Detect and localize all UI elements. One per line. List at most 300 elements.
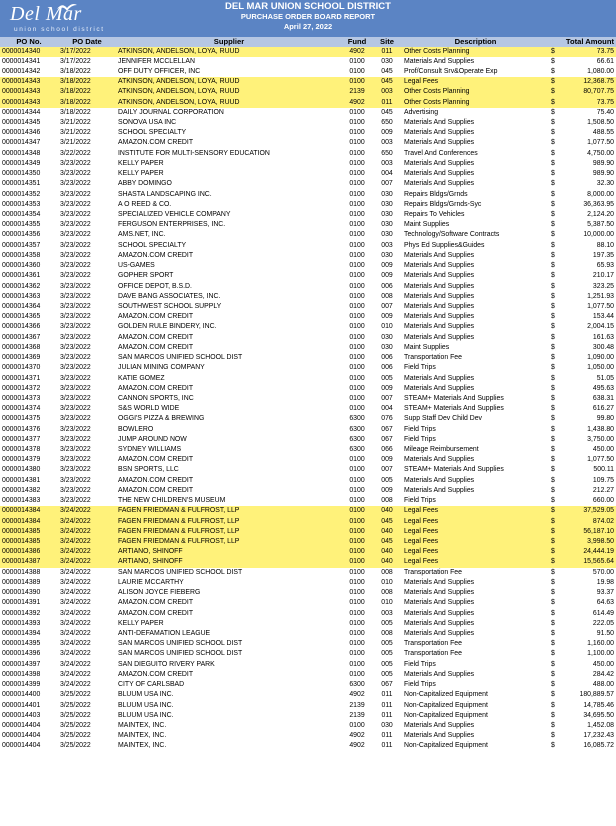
currency-symbol: $ [551,660,555,668]
supplier: GOPHER SPORT [118,272,174,280]
supplier: KATIE GOMEZ [118,374,165,382]
currency-symbol: $ [551,619,555,627]
total-amount [549,476,616,486]
fund: 0100 [349,578,365,586]
amount-value: 222.05 [592,619,614,627]
currency-symbol: $ [551,211,555,218]
po-date: 3/24/2022 [60,650,91,658]
supplier: FAGEN FRIEDMAN & FULFROST, LLP [116,517,342,527]
col-supplier: Supplier [116,37,342,47]
table-row [0,67,616,77]
po-date: 3/23/2022 [60,211,91,218]
po-number: 0000014364 [2,302,41,310]
po-number: 0000014380 [2,466,41,474]
po-date: 3/24/2022 [60,629,91,637]
description: Maint Supplies [404,221,450,229]
total-amount [549,435,616,445]
amount-value: 616.27 [592,405,614,413]
po-date: 3/23/2022 [60,272,91,280]
table-row [0,629,616,639]
site: 003 [372,87,402,97]
site: 005 [381,476,393,484]
fund: 6300 [349,446,365,454]
description: Materials And Supplies [404,282,475,290]
site: 009 [381,272,393,280]
amount-value: 300.48 [592,343,614,351]
table-row [0,588,616,598]
supplier: FERGUSON ENTERPRISES, INC. [118,221,226,229]
fund: 0100 [349,466,365,474]
fund: 0100 [349,364,365,372]
fund: 0100 [349,456,365,464]
po-date: 3/21/2022 [60,139,91,147]
amount-value: 989.90 [592,159,614,167]
po-number: 0000014387 [0,557,58,567]
currency-symbol: $ [551,149,555,157]
fund: 4902 [342,47,372,57]
table-row [0,210,616,220]
description: Materials And Supplies [404,251,475,259]
fund: 2139 [342,87,372,97]
po-number: 0000014367 [2,333,41,341]
total-amount [549,741,616,751]
supplier: AMAZON.COM CREDIT [118,670,194,678]
currency-symbol: $ [551,609,555,617]
table-row [0,741,616,751]
amount-value: 8,000.00 [587,190,614,198]
site: 003 [381,241,393,249]
total-amount [549,353,616,363]
table-row [0,680,616,690]
fund: 0100 [342,557,372,567]
total-amount [549,169,616,179]
supplier: FAGEN FRIEDMAN & FULFROST, LLP [116,527,342,537]
total-amount [549,128,616,138]
table-row [0,465,616,475]
amount-value: 109.75 [592,476,614,484]
po-date: 3/21/2022 [60,129,91,137]
amount-value: 495.63 [592,384,614,392]
site: 007 [381,302,393,310]
po-date: 3/24/2022 [60,589,91,597]
description: Transportation Fee [404,640,462,648]
site: 007 [381,180,393,188]
po-date: 3/23/2022 [60,221,91,229]
currency-symbol: $ [551,578,555,586]
site: 011 [381,742,393,750]
description: Materials And Supplies [404,159,475,167]
po-date: 3/25/2022 [60,701,91,709]
site: 011 [381,711,393,719]
amount-value: 93.37 [596,589,614,597]
total-amount [549,557,616,567]
supplier: ATKINSON, ANDELSON, LOYA, RUUD [116,77,342,87]
currency-symbol: $ [551,425,555,433]
description: Field Trips [404,660,436,668]
total-amount [549,660,616,670]
total-amount [549,486,616,496]
col-po-date: PO Date [58,37,116,47]
description: Materials And Supplies [404,323,475,331]
amount-value: 488.55 [592,129,614,137]
table-row [0,77,616,87]
po-number: 0000014385 [0,527,58,537]
site: 067 [381,425,393,433]
district-name: DEL MAR UNION SCHOOL DISTRICT [225,1,391,12]
supplier: ATKINSON, ANDELSON, LOYA, RUUD [116,87,342,97]
fund: 0100 [349,159,365,167]
amount-value: 660.00 [592,497,614,505]
description: STEAM+ Materials And Supplies [404,405,504,413]
total-amount [549,701,616,711]
supplier: JENNIFER MCCLELLAN [118,57,195,65]
site: 004 [381,170,393,178]
table-row [0,414,616,424]
currency-symbol: $ [551,497,555,505]
fund: 0100 [349,609,365,617]
po-date: 3/23/2022 [60,415,91,423]
supplier: SCHOOL SPECIALTY [118,129,187,137]
description: Materials And Supplies [404,619,475,627]
amount-value: 3,998.50 [587,538,614,545]
amount-value: 197.35 [592,251,614,259]
currency-symbol: $ [551,119,555,127]
report-titles [0,1,616,32]
description: STEAM+ Materials And Supplies [404,394,504,402]
total-amount [549,333,616,343]
po-date: 3/24/2022 [60,578,91,586]
amount-value: 66.61 [596,57,614,65]
total-amount [549,343,616,353]
po-date: 3/18/2022 [58,98,116,108]
description: Transportation Fee [404,568,462,576]
po-date: 3/23/2022 [60,364,91,372]
total-amount [549,609,616,619]
fund: 0100 [349,180,365,188]
site: 045 [372,537,402,547]
currency-symbol: $ [551,78,555,86]
table-row [0,527,616,537]
amount-value: 1,251.93 [587,292,614,300]
description: Non-Capitalized Equipment [404,691,488,699]
po-date: 3/25/2022 [60,732,91,740]
total-amount [549,578,616,588]
currency-symbol: $ [551,640,555,648]
po-number: 0000014393 [2,619,41,627]
table-row [0,190,616,200]
amount-value: 80,707.75 [583,88,614,96]
po-date: 3/24/2022 [60,599,91,607]
total-amount [549,57,616,67]
po-number: 0000014398 [2,670,41,678]
total-amount [549,537,616,547]
po-number: 0000014395 [2,640,41,648]
description: Materials And Supplies [404,599,475,607]
po-number: 0000014354 [2,211,41,218]
supplier: BLUUM USA INC. [118,701,174,709]
po-number: 0000014401 [2,701,41,709]
total-amount [549,629,616,639]
site: 011 [372,98,402,108]
fund: 6300 [349,435,365,443]
currency-symbol: $ [551,241,555,249]
supplier: SHASTA LANDSCAPING INC. [118,190,212,198]
currency-symbol: $ [551,507,555,515]
amount-value: 1,077.50 [587,139,614,147]
total-amount [549,138,616,148]
description: Materials And Supplies [404,57,475,65]
total-amount [549,527,616,537]
table-row [0,517,616,527]
amount-value: 1,438.80 [587,425,614,433]
table-row [0,251,616,261]
po-number: 0000014385 [0,537,58,547]
total-amount [549,98,616,108]
po-number: 0000014381 [2,476,41,484]
supplier: AMAZON.COM CREDIT [118,486,194,494]
total-amount [549,200,616,210]
amount-value: 14,785.46 [583,701,614,709]
po-number: 0000014383 [2,497,41,505]
po-date: 3/22/2022 [60,149,91,157]
currency-symbol: $ [551,159,555,167]
amount-value: 1,080.00 [587,67,614,75]
table-row [0,639,616,649]
description: Materials And Supplies [404,476,475,484]
po-number: 0000014343 [0,98,58,108]
table-row [0,394,616,404]
table-row [0,384,616,394]
po-number: 0000014390 [2,589,41,597]
table-row [0,322,616,332]
site: 008 [381,497,393,505]
currency-symbol: $ [551,476,555,484]
amount-value: 1,100.00 [587,650,614,658]
description: Field Trips [404,364,436,372]
supplier: CITY OF CARLSBAD [118,681,185,689]
po-number: 0000014366 [2,323,41,331]
total-amount [549,271,616,281]
total-amount [549,568,616,578]
site: 011 [372,47,402,57]
po-date: 3/23/2022 [60,190,91,198]
table-row [0,455,616,465]
amount-value: 3,750.00 [587,435,614,443]
amount-value: 1,090.00 [587,354,614,362]
fund: 0100 [342,506,372,516]
table-row [0,200,616,210]
total-amount [549,384,616,394]
description: Field Trips [404,681,436,689]
total-amount [549,159,616,169]
fund: 0100 [349,629,365,637]
po-number: 0000014376 [2,425,41,433]
description: Materials And Supplies [404,292,475,300]
po-number: 0000014378 [2,446,41,454]
po-number: 0000014370 [2,364,41,372]
po-date: 3/24/2022 [58,527,116,537]
po-number: 0000014340 [0,47,58,57]
col-total-amount: Total Amount [549,37,616,47]
fund: 0100 [349,323,365,331]
currency-symbol: $ [551,435,555,443]
amount-value: 212.27 [592,486,614,494]
table-row [0,98,616,108]
po-date: 3/23/2022 [60,446,91,454]
supplier: THE NEW CHILDREN'S MUSEUM [118,497,226,505]
supplier: S&S WORLD WIDE [118,405,180,413]
site: 045 [372,77,402,87]
amount-value: 73.75 [596,47,614,55]
site: 007 [381,466,393,474]
fund: 0100 [349,640,365,648]
supplier: SAN MARCOS UNIFIED SCHOOL DIST [118,354,243,362]
total-amount [549,47,616,57]
supplier: A O REED & CO. [118,200,172,208]
po-number: 0000014346 [2,129,41,137]
site: 005 [381,660,393,668]
site: 030 [381,343,393,351]
fund: 4902 [342,98,372,108]
supplier: ATKINSON, ANDELSON, LOYA, RUUD [116,47,342,57]
currency-symbol: $ [551,568,555,576]
table-row [0,333,616,343]
po-number: 0000014344 [2,108,41,116]
supplier: MAINTEX, INC. [118,732,167,740]
description: Materials And Supplies [404,180,475,188]
amount-value: 161.63 [592,333,614,341]
total-amount [549,149,616,159]
po-date: 3/24/2022 [58,547,116,557]
supplier: ARTIANO, SHINOFF [116,557,342,567]
table-row [0,261,616,271]
total-amount [549,496,616,506]
po-date: 3/23/2022 [60,476,91,484]
table-row [0,445,616,455]
amount-value: 24,444.19 [583,548,614,556]
description: Materials And Supplies [404,119,475,127]
currency-symbol: $ [551,292,555,300]
site: 003 [381,159,393,167]
total-amount [549,241,616,251]
fund: 0100 [349,394,365,402]
description: Other Costs Planning [402,98,549,108]
fund: 0100 [349,670,365,678]
total-amount [549,639,616,649]
table-row [0,230,616,240]
po-number: 0000014369 [2,354,41,362]
amount-value: 75.40 [596,108,614,116]
fund: 0100 [349,333,365,341]
fund: 0100 [342,527,372,537]
amount-value: 1,050.00 [587,364,614,372]
description: Transportation Fee [404,354,462,362]
site: 030 [381,721,393,729]
description: Materials And Supplies [404,139,475,147]
po-date: 3/24/2022 [60,568,91,576]
supplier: LAURIE MCCARTHY [118,578,184,586]
site: 007 [381,394,393,402]
supplier: KELLY PAPER [118,619,164,627]
currency-symbol: $ [551,139,555,147]
total-amount [549,517,616,527]
total-amount [549,690,616,700]
table-row [0,711,616,721]
site: 010 [381,578,393,586]
po-number: 0000014342 [2,67,41,75]
site: 040 [372,557,402,567]
supplier: AMAZON.COM CREDIT [118,139,194,147]
total-amount [549,261,616,271]
table-row [0,568,616,578]
total-amount [549,118,616,128]
po-date: 3/23/2022 [60,466,91,474]
total-amount [549,190,616,200]
total-amount [549,220,616,230]
po-date: 3/17/2022 [58,47,116,57]
description: Supp Staff Dev Child Dev [404,415,483,423]
po-date: 3/23/2022 [60,159,91,167]
site: 011 [381,732,393,740]
description: Advertising [404,108,439,116]
fund: 0100 [349,129,365,137]
po-date: 3/24/2022 [60,619,91,627]
table-row [0,57,616,67]
fund: 0100 [349,313,365,321]
total-amount [549,465,616,475]
amount-value: 153.44 [592,313,614,321]
supplier: ALISON JOYCE FIEBERG [118,589,201,597]
table-row [0,547,616,557]
site: 030 [381,200,393,208]
fund: 4902 [349,732,365,740]
total-amount [549,363,616,373]
site: 005 [381,619,393,627]
supplier: DAVE BANG ASSOCIATES, INC. [118,292,221,300]
description: Materials And Supplies [404,486,475,494]
table-row [0,149,616,159]
table-row [0,47,616,57]
fund: 0100 [349,619,365,627]
amount-value: 1,160.00 [587,640,614,648]
po-date: 3/23/2022 [60,292,91,300]
total-amount [549,649,616,659]
total-amount [549,292,616,302]
site: 650 [381,149,393,157]
amount-value: 73.75 [596,98,614,106]
supplier: AMS.NET, INC. [118,231,166,239]
po-number: 0000014360 [2,262,41,270]
po-number: 0000014374 [2,405,41,413]
fund: 0100 [349,302,365,310]
fund: 0100 [349,568,365,576]
po-date: 3/18/2022 [58,87,116,97]
supplier: CANNON SPORTS, INC [118,394,194,402]
amount-value: 450.00 [592,660,614,668]
po-date: 3/24/2022 [60,670,91,678]
description: Materials And Supplies [404,170,475,178]
site: 045 [381,67,393,75]
currency-symbol: $ [551,98,555,106]
amount-value: 17,232.43 [583,732,614,740]
currency-symbol: $ [551,538,555,545]
site: 650 [381,119,393,127]
fund: 0100 [349,119,365,127]
description: Materials And Supplies [404,262,475,270]
currency-symbol: $ [551,170,555,178]
supplier: FAGEN FRIEDMAN & FULFROST, LLP [116,537,342,547]
description: Transportation Fee [404,650,462,658]
